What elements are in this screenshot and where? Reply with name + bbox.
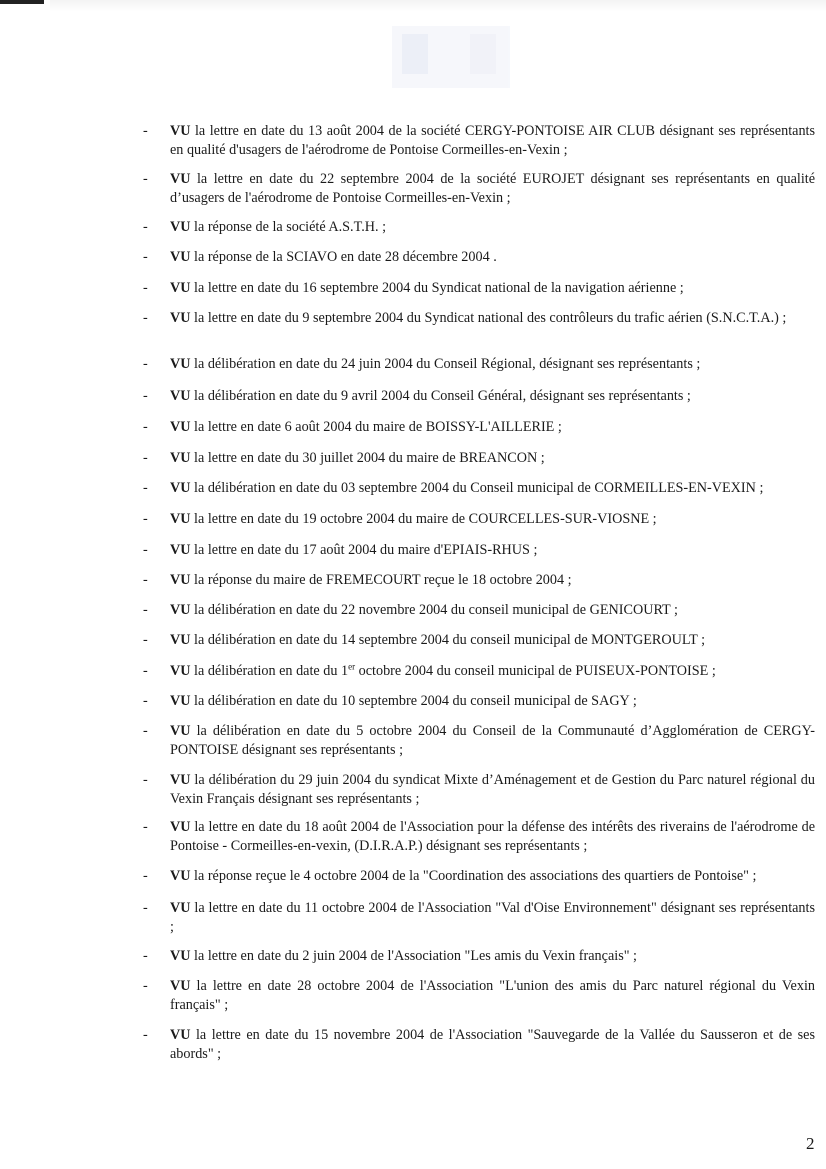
consideration-body: la délibération en date du 10 septembre 2004 du conseil municipal de SAGY ; [190, 693, 637, 709]
bullet-dash: - [143, 419, 148, 435]
consideration-text [170, 355, 815, 374]
consideration-body: la réponse du maire de FREMECOURT reçue le 18 octobre 2004 ; [190, 572, 572, 588]
vu-label: VU [170, 693, 191, 709]
vu-label: VU [170, 819, 191, 835]
consideration-text [170, 571, 815, 590]
consideration-body: la lettre en date du 22 septembre 2004 de la société EUROJET désignant ses représentants en qualité d’usagers de l'aérodrome de Pontoise Cormeilles-en-Vexin ; [170, 171, 815, 206]
bullet-dash: - [143, 632, 148, 648]
consideration-text [170, 818, 815, 856]
bullet-dash: - [143, 772, 148, 788]
vu-label: VU [170, 219, 191, 235]
vu-label: VU [170, 310, 191, 326]
consideration-text [170, 977, 815, 1015]
consideration-body: la délibération en date du 5 octobre 2004 du Conseil de la Communauté d’Agglomération de CERGY-PONTOISE désignant ses représentants ; [170, 723, 815, 758]
vu-label: VU [170, 632, 191, 648]
consideration-text [170, 418, 815, 437]
consideration-body: la lettre en date du 2 juin 2004 de l'Association "Les amis du Vexin français" ; [190, 948, 637, 964]
consideration-body: la réponse de la SCIAVO en date 28 décembre 2004 . [190, 249, 497, 265]
consideration-text [170, 867, 815, 886]
vu-label: VU [170, 171, 191, 187]
consideration-body-continued: octobre 2004 du conseil municipal de PUISEUX-PONTOISE ; [355, 663, 716, 679]
bullet-dash: - [143, 900, 148, 916]
consideration-text [170, 248, 815, 267]
vu-label: VU [170, 723, 191, 739]
consideration-body: la délibération en date du 1 [190, 663, 349, 679]
consideration-body: la lettre en date du 17 août 2004 du maire d'EPIAIS-RHUS ; [190, 542, 538, 558]
consideration-text [170, 218, 815, 237]
consideration-text [170, 170, 815, 208]
bullet-dash: - [143, 572, 148, 588]
consideration-text [170, 309, 815, 328]
consideration-text [170, 387, 815, 406]
consideration-text [170, 279, 815, 298]
consideration-text [170, 692, 815, 711]
bullet-dash: - [143, 819, 148, 835]
bullet-dash: - [143, 511, 148, 527]
consideration-body: la réponse de la société A.S.T.H. ; [190, 219, 387, 235]
consideration-body: la délibération du 29 juin 2004 du syndicat Mixte d’Aménagement et de Gestion du Parc naturel régional du Vexin Français désignant ses représentants ; [170, 772, 815, 807]
bullet-dash: - [143, 310, 148, 326]
vu-label: VU [170, 663, 191, 679]
consideration-body: la lettre en date du 9 septembre 2004 du Syndicat national des contrôleurs du trafic aérien (S.N.C.T.A.) ; [190, 310, 787, 326]
consideration-text [170, 947, 815, 966]
page-number: 2 [806, 1134, 815, 1153]
bullet-dash: - [143, 388, 148, 404]
consideration-body: la lettre en date du 13 août 2004 de la société CERGY-PONTOISE AIR CLUB désignant ses représentants en qualité d'usagers de l'aérodrome de Pontoise Cormeilles-en-Vexin ; [170, 123, 815, 158]
consideration-body: la lettre en date du 16 septembre 2004 du Syndicat national de la navigation aérienne ; [190, 280, 684, 296]
consideration-body: la délibération en date du 22 novembre 2004 du conseil municipal de GENICOURT ; [190, 602, 678, 618]
consideration-text [170, 771, 815, 809]
bullet-dash: - [143, 602, 148, 618]
vu-label: VU [170, 280, 191, 296]
vu-label: VU [170, 542, 191, 558]
bullet-dash: - [143, 542, 148, 558]
vu-label: VU [170, 868, 191, 884]
consideration-body: la lettre en date du 18 août 2004 de l'Association pour la défense des intérêts des riverains de l'aérodrome de Pontoise - Cormeilles-en-vexin, (D.I.R.A.P.) désignant ses représentants ; [170, 819, 815, 854]
bullet-dash: - [143, 480, 148, 496]
vu-label: VU [170, 480, 191, 496]
bullet-dash: - [143, 280, 148, 296]
consideration-body: la délibération en date du 9 avril 2004 du Conseil Général, désignant ses représentants ; [190, 388, 691, 404]
consideration-text [170, 631, 815, 650]
consideration-body: la lettre en date 6 août 2004 du maire de BOISSY-L'AILLERIE ; [190, 419, 562, 435]
bullet-dash: - [143, 723, 148, 739]
vu-label: VU [170, 948, 191, 964]
vu-label: VU [170, 388, 191, 404]
vu-label: VU [170, 602, 191, 618]
consideration-text [170, 601, 815, 620]
bullet-dash: - [143, 693, 148, 709]
bullet-dash: - [143, 249, 148, 265]
vu-label: VU [170, 572, 191, 588]
bullet-dash: - [143, 356, 148, 372]
vu-label: VU [170, 450, 191, 466]
consideration-text [170, 1026, 815, 1064]
consideration-body: la lettre en date du 30 juillet 2004 du maire de BREANCON ; [190, 450, 545, 466]
consideration-body: la lettre en date du 19 octobre 2004 du maire de COURCELLES-SUR-VIOSNE ; [190, 511, 657, 527]
bullet-dash: - [143, 663, 148, 679]
consideration-text [170, 449, 815, 468]
vu-label: VU [170, 900, 191, 916]
consideration-text [170, 479, 815, 498]
consideration-text [170, 541, 815, 560]
vu-label: VU [170, 356, 191, 372]
vu-label: VU [170, 419, 191, 435]
consideration-body: la lettre en date 28 octobre 2004 de l'Association "L'union des amis du Parc naturel régional du Vexin français" ; [170, 978, 815, 1013]
consideration-text [170, 122, 815, 160]
bullet-dash: - [143, 219, 148, 235]
consideration-text [170, 510, 815, 529]
bullet-dash: - [143, 948, 148, 964]
bullet-dash: - [143, 123, 148, 139]
consideration-body: la lettre en date du 15 novembre 2004 de l'Association "Sauvegarde de la Vallée du Sausseron et de ses abords" ; [170, 1027, 815, 1062]
consideration-body: la lettre en date du 11 octobre 2004 de l'Association "Val d'Oise Environnement" désignant ses représentants ; [170, 900, 815, 935]
bullet-dash: - [143, 450, 148, 466]
bullet-dash: - [143, 171, 148, 187]
consideration-body: la délibération en date du 03 septembre 2004 du Conseil municipal de CORMEILLES-EN-VEXIN ; [190, 480, 764, 496]
consideration-body: la réponse reçue le 4 octobre 2004 de la "Coordination des associations des quartiers de Pontoise" ; [190, 868, 757, 884]
consideration-text [170, 899, 815, 937]
vu-label: VU [170, 772, 191, 788]
consideration-text [170, 662, 815, 681]
vu-label: VU [170, 249, 191, 265]
vu-label: VU [170, 511, 191, 527]
bullet-dash: - [143, 1027, 148, 1043]
vu-label: VU [170, 123, 191, 139]
bullet-dash: - [143, 978, 148, 994]
consideration-text [170, 722, 815, 760]
consideration-body: la délibération en date du 24 juin 2004 du Conseil Régional, désignant ses représentants ; [190, 356, 701, 372]
consideration-body: la délibération en date du 14 septembre 2004 du conseil municipal de MONTGEROULT ; [190, 632, 706, 648]
ordinal-superscript: er [348, 661, 356, 672]
bullet-dash: - [143, 868, 148, 884]
vu-label: VU [170, 1027, 191, 1043]
vu-label: VU [170, 978, 191, 994]
